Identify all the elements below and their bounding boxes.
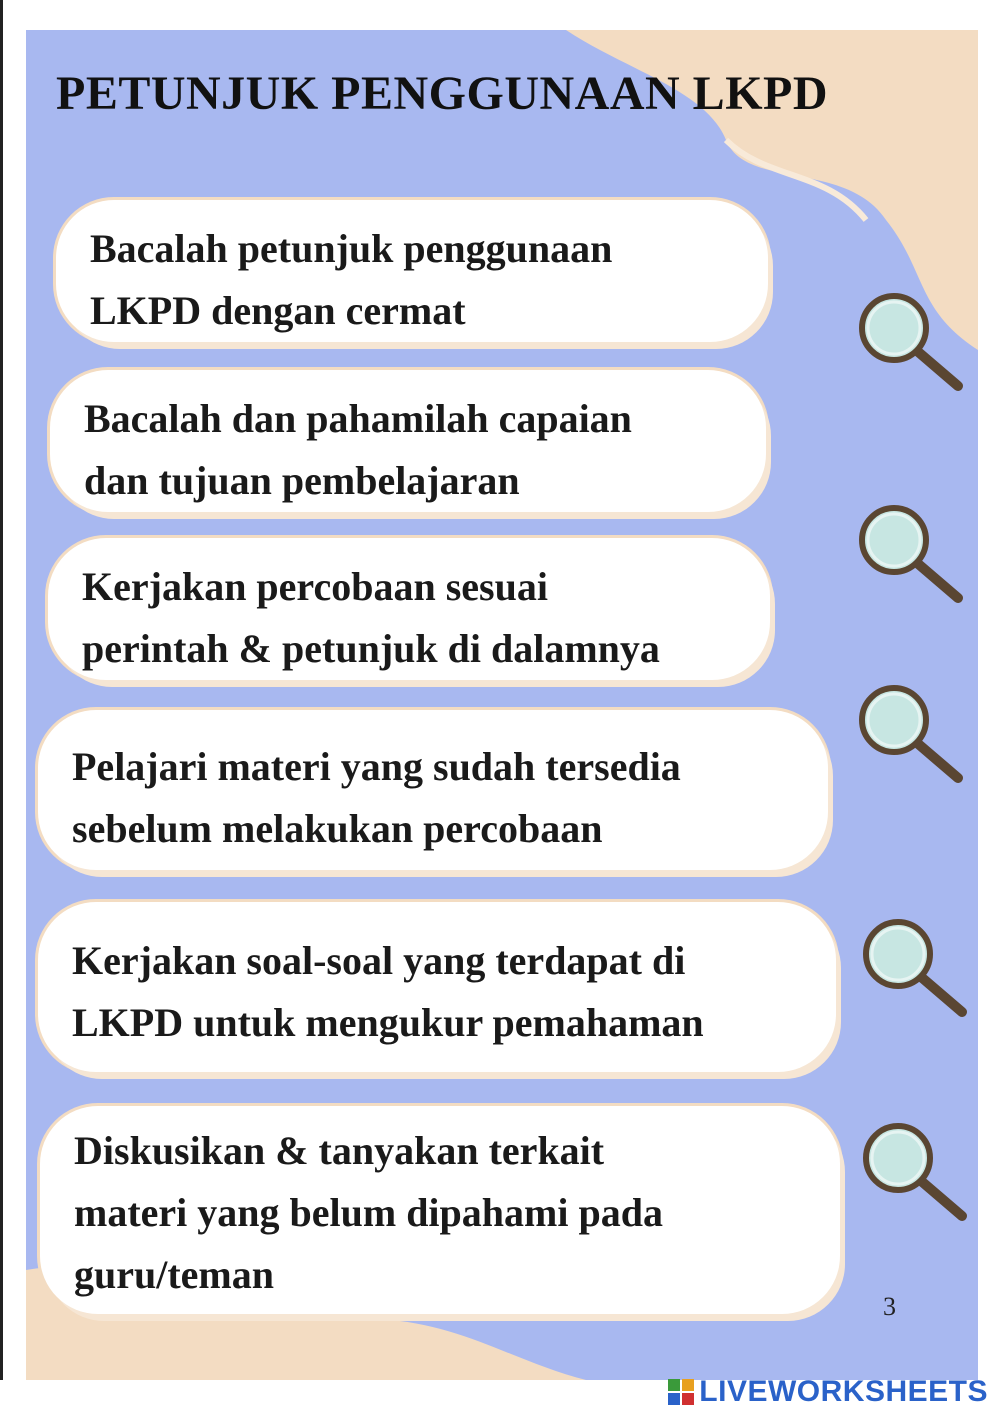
instruction-card-2 xyxy=(50,370,766,512)
instruction-text-1: Bacalah petunjuk penggunaan LKPD dengan cermat xyxy=(90,226,613,333)
instruction-text-3: Kerjakan percobaan sesuai perintah & petunjuk di dalamnya xyxy=(82,564,660,671)
instruction-card-4 xyxy=(38,710,828,870)
page-title: PETUNJUK PENGGUNAAN LKPD xyxy=(56,67,829,120)
instruction-card-1 xyxy=(56,200,768,342)
liveworksheets-watermark[interactable] xyxy=(667,1372,988,1412)
magnifying-glass-icon xyxy=(858,1118,968,1228)
instruction-card-3 xyxy=(48,538,770,680)
liveworksheets-logo-icon xyxy=(667,1378,695,1406)
watermark-text: LIVEWORKSHEETS xyxy=(699,1375,988,1408)
magnifying-glass-icon xyxy=(854,500,964,610)
instruction-card-5 xyxy=(38,902,836,1072)
magnifying-glass-icon xyxy=(854,288,964,398)
instruction-card-6 xyxy=(40,1106,840,1314)
left-border-line xyxy=(0,0,3,1415)
magnifying-glass-icon xyxy=(854,680,964,790)
instruction-text-2: Bacalah dan pahamilah capaian dan tujuan pembelajaran xyxy=(84,396,632,503)
instruction-text-5: Kerjakan soal-soal yang terdapat di LKPD untuk mengukur pemahaman xyxy=(72,938,704,1045)
magnifying-glass-icon xyxy=(858,914,968,1024)
instruction-text-6: Diskusikan & tanyakan terkait materi yang belum dipahami pada guru/teman xyxy=(74,1128,663,1297)
page-number: 3 xyxy=(883,1292,896,1321)
instruction-text-4: Pelajari materi yang sudah tersedia sebelum melakukan percobaan xyxy=(72,744,681,851)
worksheet-page xyxy=(26,30,978,1380)
